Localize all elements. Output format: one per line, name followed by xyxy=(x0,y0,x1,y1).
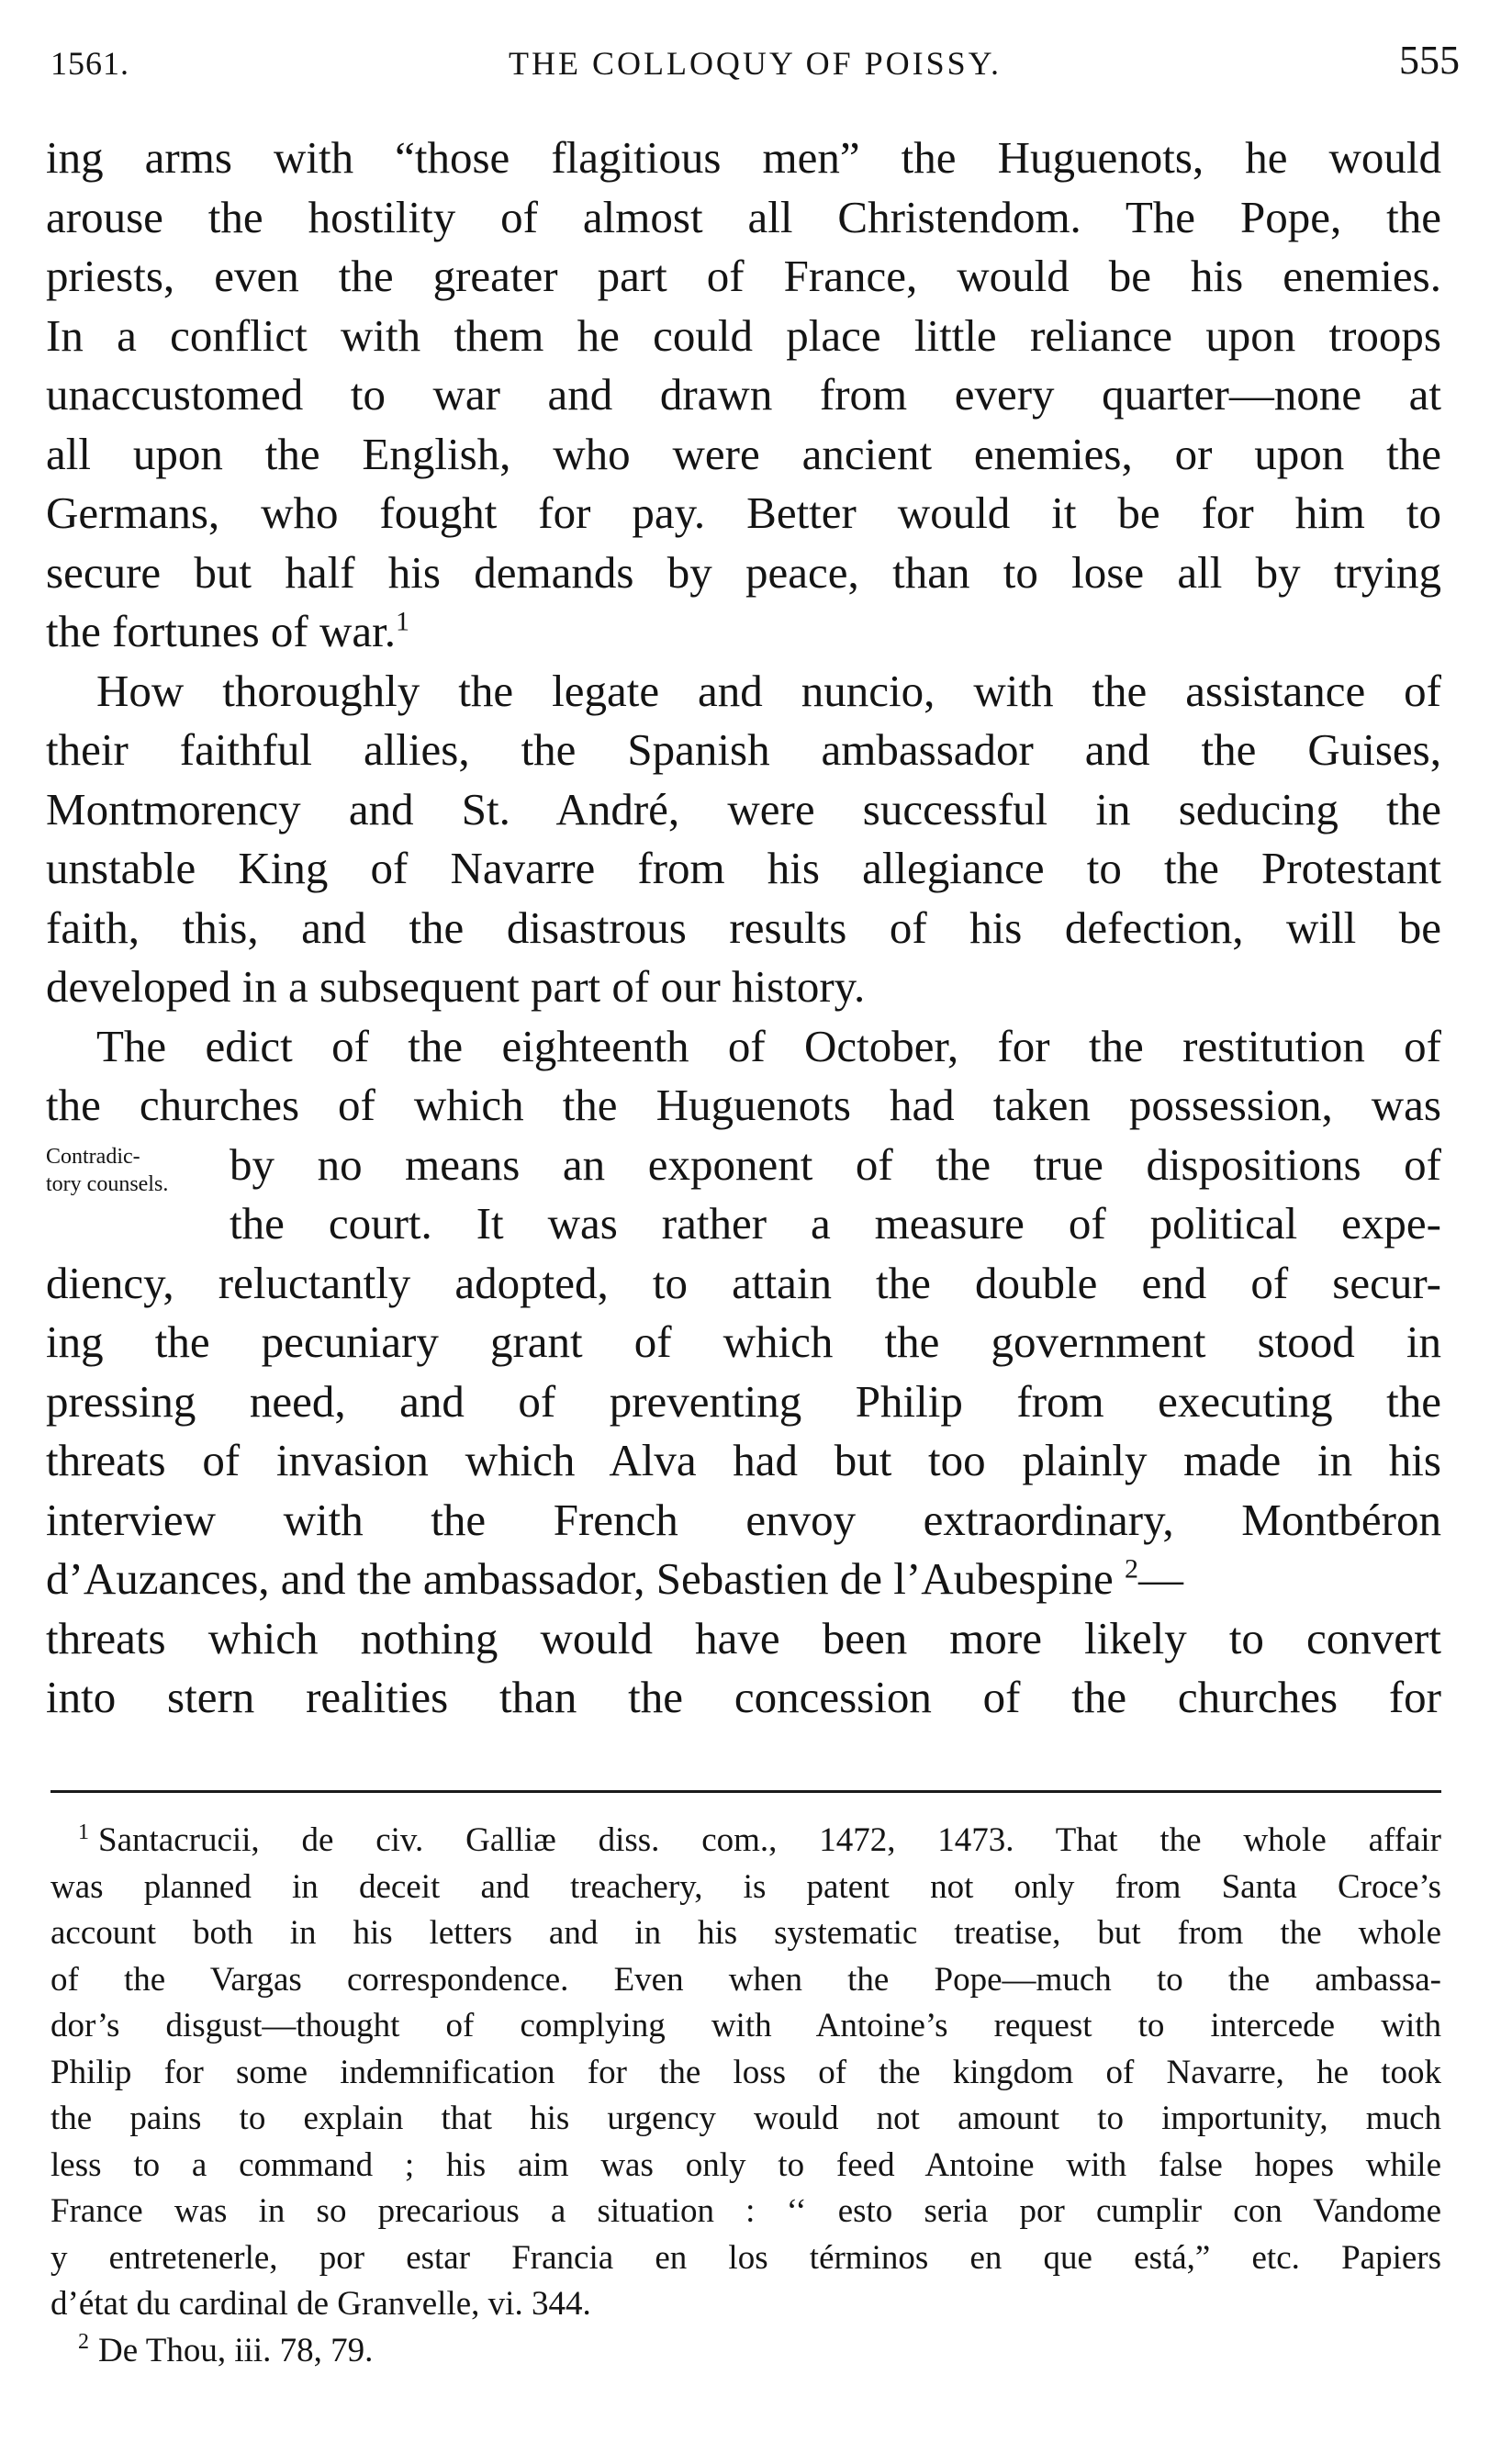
footnote-text: Santacrucii, de civ. Galliæ diss. com., 1472, 1473. That the whole affair xyxy=(98,1821,1441,1859)
text-line: interview with the French envoy extraordinary, Montbéron xyxy=(46,1494,1441,1545)
text-line: unstable King of Navarre from his allegiance to the Protestant xyxy=(46,843,1441,893)
text-line xyxy=(46,602,1441,662)
footnote-mark: 1 xyxy=(78,1820,89,1844)
text-line: priests, even the greater part of France, would be his enemies. xyxy=(46,251,1441,301)
text-line-with-margin-note xyxy=(46,1136,1441,1195)
footnote-line: of the Vargas correspondence. Even when the Pope—much to the ambassa- xyxy=(50,1960,1441,1999)
text-line: their faithful allies, the Spanish ambassador and the Guises, xyxy=(46,724,1441,775)
text-line-indented xyxy=(46,1194,1441,1254)
text-line: the court. It was rather a measure of political expe- xyxy=(230,1198,1441,1249)
text-line-content: d’Auzances, and the ambassador, Sebastien de l’Aubespine xyxy=(46,1553,1114,1604)
text-line: developed in a subsequent part of our history. xyxy=(46,961,866,1012)
footnote-line: dor’s disgust—thought of complying with Antoine’s request to intercede with xyxy=(50,2007,1441,2044)
text-line: unaccustomed to war and drawn from every quarter—none at xyxy=(46,369,1441,420)
margin-note-line: tory counsels. xyxy=(46,1171,169,1196)
footnote-line: Philip for some indemnification for the loss of the kingdom of Navarre, he took xyxy=(50,2053,1441,2091)
text-line xyxy=(46,1550,1441,1609)
footnote-line: less to a command ; his aim was only to feed Antoine with false hopes while xyxy=(50,2145,1441,2184)
footnote-line: y entretenerle, por estar Francia en los términos en que está,” etc. Papiers xyxy=(50,2238,1441,2277)
margin-note xyxy=(46,1143,168,1198)
text-line: the churches of which the Huguenots had taken possession, was xyxy=(46,1080,1441,1130)
text-line: Montmorency and St. André, were successful in seducing the xyxy=(46,783,1441,834)
footnote-line: France was in so precarious a situation : ‘‘ esto seria por cumplir con Vandome xyxy=(50,2192,1441,2230)
footnote-ref: 1 xyxy=(396,606,409,637)
header-year: 1561. xyxy=(50,45,129,82)
footnotes xyxy=(50,1818,1441,2374)
footnote-ref: 2 xyxy=(1125,1553,1139,1585)
text-line: all upon the English, who were ancient enemies, or upon the xyxy=(46,428,1441,479)
text-line: In a conflict with them he could place little reliance upon troops xyxy=(46,309,1441,361)
footnote-line xyxy=(50,2328,1441,2375)
text-line: arouse the hostility of almost all Christendom. The Pope, the xyxy=(46,191,1441,242)
em-dash: — xyxy=(1138,1553,1184,1604)
text-line: secure but half his demands by peace, than to lose all by trying xyxy=(46,546,1441,598)
text-line: into stern realities than the concession of the churches for xyxy=(46,1672,1441,1722)
footnote-text: De Thou, iii. 78, 79. xyxy=(98,2331,374,2369)
text-line: pressing need, and of preventing Philip from executing the xyxy=(46,1375,1441,1427)
page-number: 555 xyxy=(1399,38,1460,83)
footnote-line: was planned in deceit and treachery, is patent not only from Santa Croce’s xyxy=(50,1867,1441,1906)
footnote-line xyxy=(50,1818,1441,1865)
text-line: threats which nothing would have been more likely to convert xyxy=(46,1612,1441,1663)
text-line: ing the pecuniary grant of which the government stood in xyxy=(46,1316,1441,1367)
running-header xyxy=(50,37,1460,92)
footnote-line: d’état du cardinal de Granvelle, vi. 344. xyxy=(50,2285,591,2323)
text-line-content: the fortunes of war. xyxy=(46,606,396,656)
main-text xyxy=(46,129,1441,1728)
footnote-line: the pains to explain that his urgency would not amount to importunity, much xyxy=(50,2100,1441,2137)
text-line: ing arms with “those flagitious men” the Huguenots, he would xyxy=(46,132,1441,183)
text-line: by no means an exponent of the true dispositions of xyxy=(230,1138,1441,1190)
footnote-rule xyxy=(50,1790,1441,1793)
text-line: Germans, who fought for pay. Better would it be for him to xyxy=(46,487,1441,538)
header-title: THE COLLOQUY OF POISSY. xyxy=(508,45,1003,82)
paragraph-start-line: The edict of the eighteenth of October, for the restitution of xyxy=(96,1020,1441,1071)
text-line: faith, this, and the disastrous results of his defection, will be xyxy=(46,902,1441,953)
text-line: diency, reluctantly adopted, to attain the double end of secur- xyxy=(46,1257,1441,1308)
margin-note-line: Contradic- xyxy=(46,1144,140,1169)
text-line: threats of invasion which Alva had but too plainly made in his xyxy=(46,1435,1441,1485)
paragraph-start-line: How thoroughly the legate and nuncio, with the assistance of xyxy=(96,665,1441,716)
footnote-line: account both in his letters and in his systematic treatise, but from the whole xyxy=(50,1914,1441,1952)
footnote-mark: 2 xyxy=(78,2330,89,2355)
